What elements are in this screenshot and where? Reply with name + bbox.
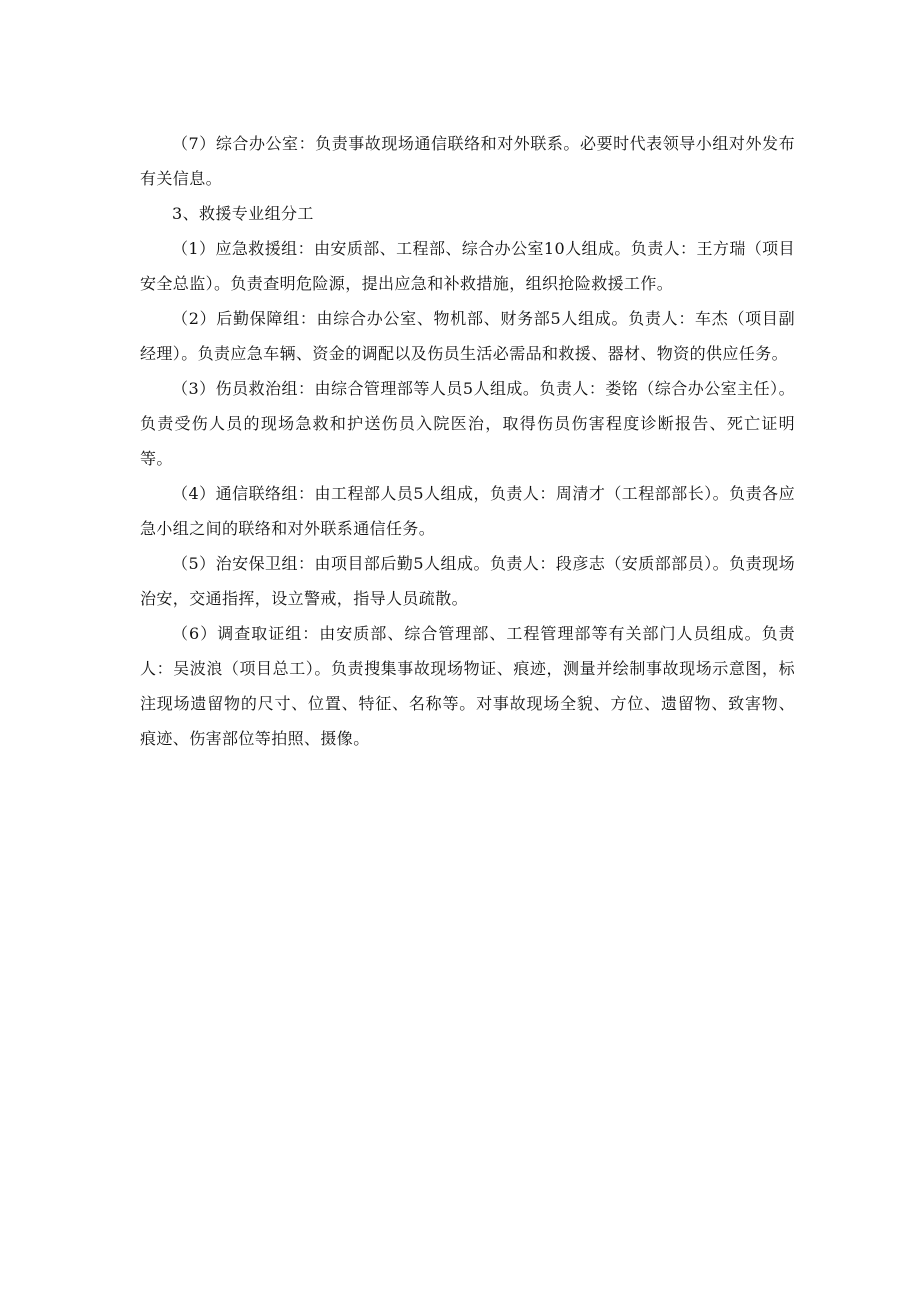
paragraph-investigation-group: （6）调查取证组：由安质部、综合管理部、工程管理部等有关部门人员组成。负责人：吴波浪（项目总工）。负责搜集事故现场物证、痕迹，测量并绘制事故现场示意图，标注现场遗留物的尺寸、位置、特征、名称等。对事故现场全貌、方位、遗留物、致害物、痕迹、伤害部位等拍照、摄像。 <box>140 624 795 748</box>
paragraph-office-duty: （7）综合办公室：负责事故现场通信联络和对外联系。必要时代表领导小组对外发布有关信息。 <box>140 134 795 188</box>
document-body <box>140 126 795 756</box>
paragraph-security-group: （5）治安保卫组：由项目部后勤5人组成。负责人：段彦志（安质部部员）。负责现场治安，交通指挥，设立警戒，指导人员疏散。 <box>140 554 795 608</box>
paragraph-logistics-group: （2）后勤保障组：由综合办公室、物机部、财务部5人组成。负责人：车杰（项目副经理）。负责应急车辆、资金的调配以及伤员生活必需品和救援、器材、物资的供应任务。 <box>140 309 795 363</box>
paragraph-communication-group: （4）通信联络组：由工程部人员5人组成，负责人：周清才（工程部部长）。负责各应急小组之间的联络和对外联系通信任务。 <box>140 484 795 538</box>
section-heading-rescue-groups: 3、救援专业组分工 <box>172 204 314 223</box>
paragraph-medical-group: （3）伤员救治组：由综合管理部等人员5人组成。负责人：娄铭（综合办公室主任）。负责受伤人员的现场急救和护送伤员入院医治，取得伤员伤害程度诊断报告、死亡证明等。 <box>140 379 795 468</box>
paragraph-emergency-rescue-group: （1）应急救援组：由安质部、工程部、综合办公室10人组成。负责人：王方瑞（项目安全总监）。负责查明危险源，提出应急和补救措施，组织抢险救援工作。 <box>140 239 795 293</box>
